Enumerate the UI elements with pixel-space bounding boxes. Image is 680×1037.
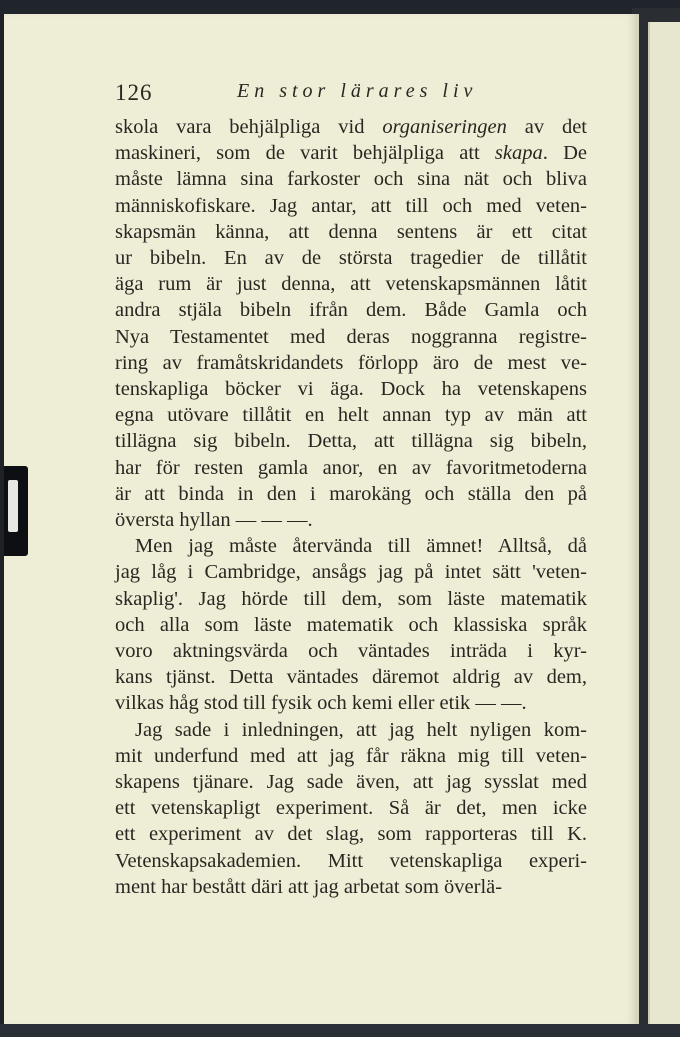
text-line: kans tjänst. Detta väntades däremot aldrig av dem, bbox=[115, 666, 587, 689]
text-line: översta hyllan — — —. bbox=[115, 509, 313, 531]
text-line: äga rum är just denna, att vetenskapsmännen låtit bbox=[115, 273, 587, 296]
text-line: skapens tjänare. Jag sade även, att jag sysslat med bbox=[115, 771, 587, 793]
text-line: skola vara behjälpliga vid organiseringen av det bbox=[115, 116, 587, 138]
adjacent-page-edge bbox=[648, 22, 680, 1024]
text-line: tillägna sig bibeln. Detta, att tillägna sig bibeln, bbox=[115, 430, 587, 453]
text-line: andra stjäla bibeln ifrån dem. Både Gamla och bbox=[115, 299, 587, 322]
text-line: jag låg i Cambridge, ansågs jag på intet sätt 'veten- bbox=[115, 561, 587, 584]
page-number: 126 bbox=[115, 80, 153, 105]
text-line: Men jag måste återvända till ämnet! Alltså, då bbox=[135, 535, 587, 558]
text-line: vilkas håg stod till fysik och kemi eller etik — —. bbox=[115, 692, 527, 715]
text-line: ment har bestått däri att jag arbetat som överlä- bbox=[115, 875, 503, 898]
scan-bottom-border bbox=[0, 1024, 680, 1037]
tab-label bbox=[8, 480, 18, 532]
text-line: måste lämna sina farkoster och sina nät och bliva bbox=[115, 168, 587, 191]
text-line: Jag sade i inledningen, att jag helt nyligen kom- bbox=[135, 718, 587, 741]
text-line: ett experiment av det slag, som rapporteras till K. bbox=[115, 823, 587, 846]
text-line: Nya Testamentet med deras noggranna registre- bbox=[115, 325, 587, 348]
emphasized-word: skapa bbox=[494, 142, 543, 165]
text-line: skapsmän känna, att denna sentens är ett citat bbox=[115, 220, 587, 243]
text-line: ring av framåtskridandets förlopp äro de mest ve- bbox=[115, 351, 587, 374]
scan-top-border bbox=[0, 0, 680, 14]
text-line: är att binda in den i marokäng och ställa den på bbox=[115, 482, 587, 505]
text-line: ur bibeln. En av de största tragedier de tillåtit bbox=[115, 247, 587, 269]
text-line: voro aktningsvärda och väntades inträda i kyr- bbox=[115, 640, 587, 662]
page-header bbox=[115, 78, 587, 110]
text-line: mit underfund med att jag får räkna mig till veten- bbox=[115, 744, 587, 767]
text-line: egna utövare tillåtit en helt annan typ av män att bbox=[115, 404, 587, 427]
text-line: ett vetenskapligt experiment. Så är det, men icke bbox=[115, 797, 587, 820]
text-line: tenskapliga böcker vi äga. Dock ha vetenskapens bbox=[115, 378, 587, 400]
text-line: skaplig'. Jag hörde till dem, som läste matematik bbox=[115, 587, 587, 610]
text-line: och alla som läste matematik och klassiska språk bbox=[115, 613, 587, 636]
running-title: En stor lärares liv bbox=[237, 80, 478, 102]
text-line: människofiskare. Jag antar, att till och med veten- bbox=[115, 194, 587, 217]
text-line: Vetenskapsakademien. Mitt vetenskapliga experi- bbox=[115, 849, 587, 872]
page-tab-marker bbox=[4, 466, 28, 556]
emphasized-word: organiseringen bbox=[382, 116, 507, 138]
text-line: maskineri, som de varit behjälpliga att skapa. De bbox=[115, 142, 587, 165]
text-line: har för resten gamla anor, en av favoritmetoderna bbox=[115, 456, 587, 479]
